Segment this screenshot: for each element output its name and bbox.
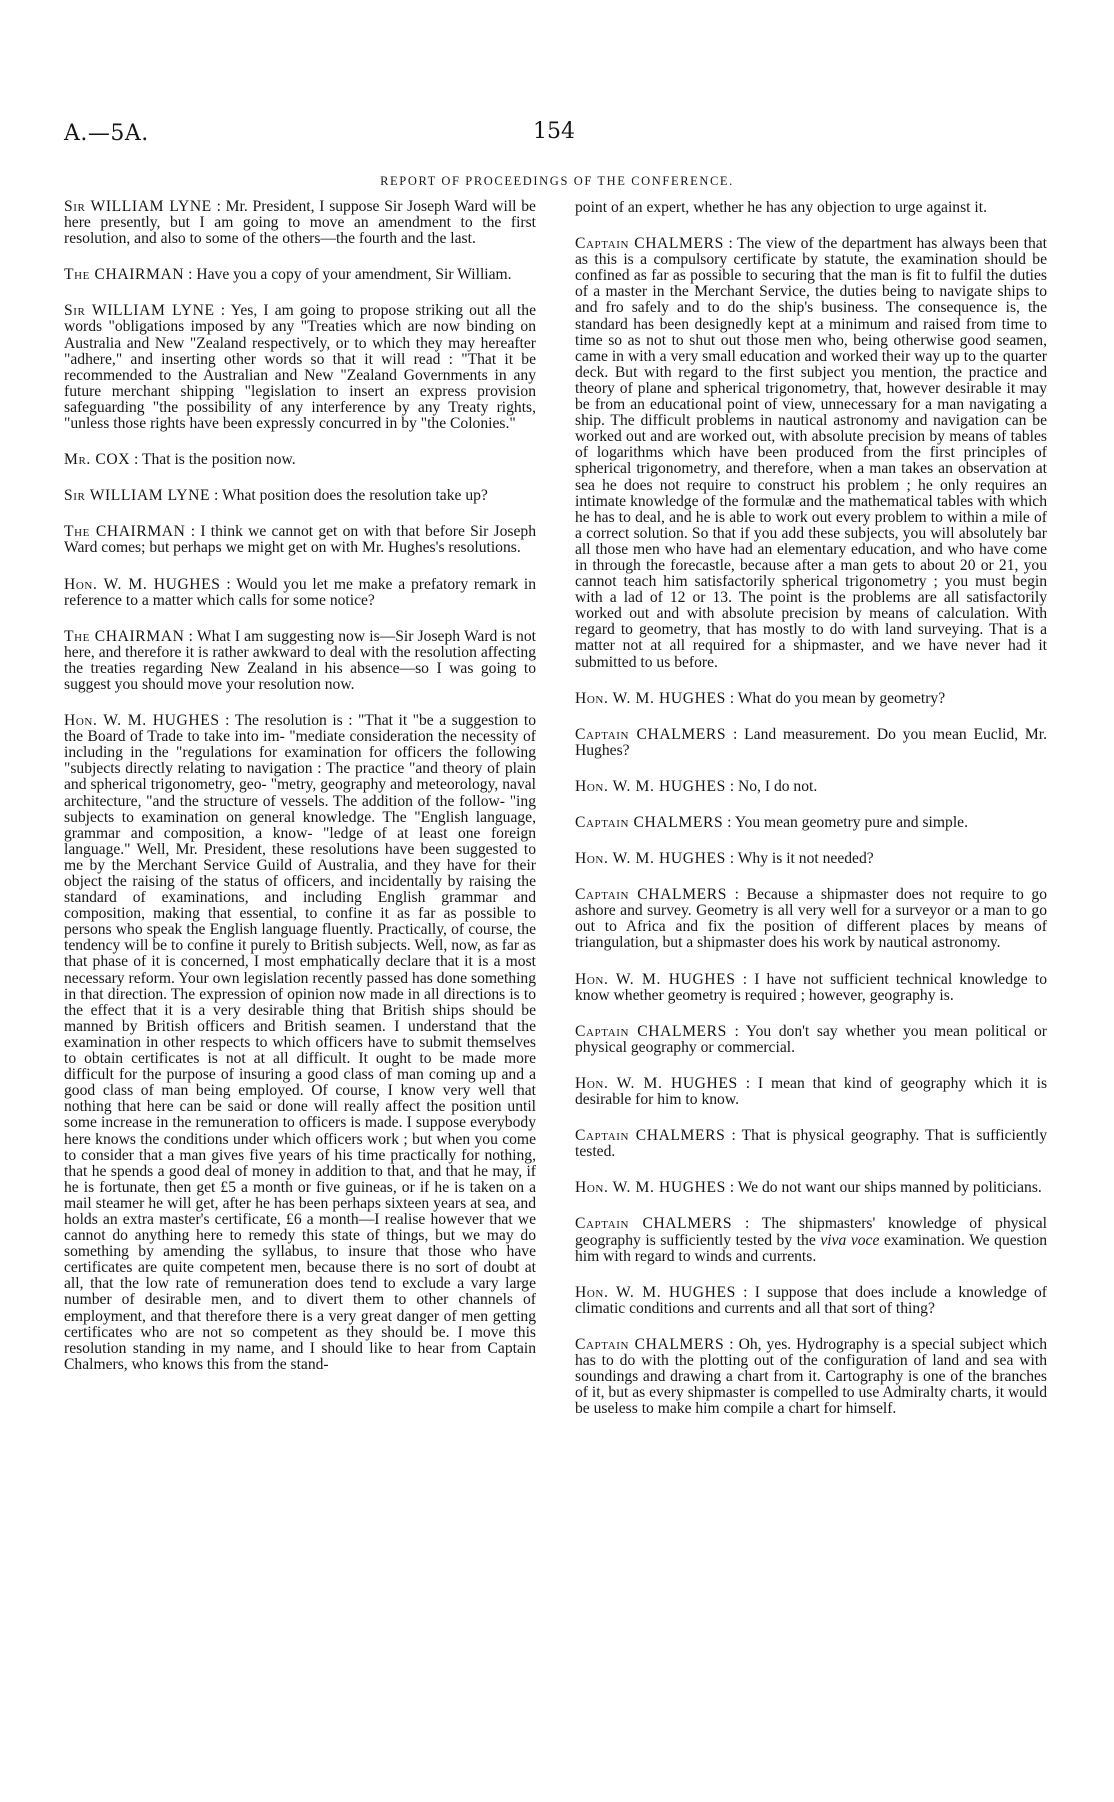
document-code: A.—5A. [64, 121, 149, 146]
speech-text: : The resolution is : "That it "be a suggestion to the Board of Trade to take into im- "mediate consideration the necessity of including in the "regulations for examination for officers the following "subjects directly relating to navigation : The practice "and theory of plain and spherical trigonometry, geo- "metry, geography and meteorology, naval architecture, "and the structure of vessels. The addition of the follow- "ing subjects to examination on general knowledge. The "English language, grammar and composition, a know- "ledge of at least one foreign language." Well, Mr. President, these resolutions have been suggested to me by the Merchant Service Guild of Australia, and they have for their object the raising of the status of officers, and incidentally by raising the standard of examinations, and including English grammar and composition, making that essential, to confine it as far as possible to persons who speak the English language fluently. Practically, of course, the tendency will be to confine it purely to British subjects. Well, now, as far as that phase of it is concerned, I most emphatically declare that it is a most necessary reform. Your own legislation recently passed has done something in that direction. The expression of opinion now made in all directions is to the effect that it is a very desirable thing that British ships should be manned by British officers and British seamen. I understand that the examination in other respects to which officers have to submit themselves to obtain certificates is not at all difficult. It ought to be made more difficult for the purpose of insuring a good class of man coming up and a good class of man being employed. Of course, I know very well that nothing that here can be said or done will really affect the position until some increase in the remuneration to officers is made. I suppose everybody here knows the conditions under which officers work ; but when you come to consider that a man gives five years of his time practically for nothing, that he spends a good deal of money in addition to that, and that he may, if he is fortunate, then get £5 a month or five guineas, or if he is taken on a mail steamer he will get, after he has been perhaps sixteen years at sea, and holds an extra master's certificate, £6 a month—I realise however that we cannot do anything here to remedy this state of things, but we may do something by amending the syllabus, to insure that those who have certificates are quite competent men, because there is no sort of doubt at all, that the low rate of remuneration does tend to exclude a vary large number of desirable men, and to divert them to other channels of employment, and that therefore there is a very great danger of men getting certificates who are not so competent as they should be. I move this resolution standing in my name, and I should like to hear from Captain Chalmers, who knows this from the stand- [64, 712, 536, 1373]
speaker-name: Sir WILLIAM LYNE [64, 198, 212, 215]
speaker-name: The CHAIRMAN [64, 266, 185, 284]
speech-text: : You don't say whether you mean political or physical geography or commercial. [575, 1022, 1047, 1056]
speech-paragraph [575, 200, 1047, 216]
speech-text: : The view of the department has always been that as this is a compulsory certificate by statute, the examination should be confined as far as possible to securing that the man is fit to fulfil the duties of a master in the Merchant Service, the duties being to navigate ships to and fro safely and to do the ship's business. The consequence is, the standard has been designedly kept at a minimum and raised from time to time so as not to shut out those men who, being otherwise good seamen, came in with a very small education and worked their way up to the quarter deck. But with regard to the first subject you mention, the practice and theory of plane and spherical trigonometry, that, however desirable it may be from an educational point of view, unnecessary for a man navigating a ship. The difficult problems in nautical astronomy and navigation can be worked out and are worked out, with absolute precision by means of tables of logarithms which have been produced from the first principles of spherical trigonometry, and therefore, when a man takes an observation at sea he does not require to construct his problem ; he only requires an intimate knowledge of the formulæ and the mathematical tables with which he has to deal, and he is able to work out every problem to within a mile of a correct solution. So that if you add these subjects, you will absolutely bar all those men who have had an elementary education, and who have come in through the forecastle, because after a man gets to about 20 or 21, you cannot teach him satisfactorily spherical trigonometry ; you must begin with a lad of 12 or 13. The point is the problems are all satisfactorily worked out and with absolute precision by means of calculation. With regard to geometry, that has mostly to do with land surveying. That is a matter not at all required for a shipmaster, and we have never had it submitted to us before. [575, 235, 1047, 671]
speech-text: : That is the position now. [134, 451, 296, 469]
speaker-name: Hon. W. M. HUGHES [575, 689, 726, 707]
speech-paragraph [575, 1128, 1047, 1160]
speech-paragraph [64, 629, 536, 693]
page-number: 154 [533, 119, 575, 144]
speaker-name: Captain CHALMERS [575, 1127, 726, 1145]
speech-paragraph [575, 972, 1047, 1004]
speech-paragraph [64, 452, 536, 468]
speaker-name: Captain CHALMERS [575, 235, 724, 253]
speech-paragraph [64, 713, 536, 1373]
speaker-name: Captain CHALMERS [575, 1215, 733, 1233]
speech-paragraph [64, 199, 536, 247]
speaker-name: The CHAIRMAN [64, 523, 186, 541]
speech-paragraph [575, 1285, 1047, 1317]
speaker-name: Captain CHALMERS [575, 725, 727, 743]
speech-text: : I think we cannot get on with that before Sir Joseph Ward comes; but perhaps we might get on with Mr. Hughes's resolutions. [64, 523, 536, 557]
speech-text: : Oh, yes. Hydrography is a special subject which has to do with the plotting out of the configuration of land and sea with soundings and drawing a chart from it. Cartography is one of the branches of it, but as every shipmaster is compelled to use Admiralty charts, it would be useless to make him compile a chart for himself. [575, 1335, 1047, 1418]
speaker-name: Hon. W. M. HUGHES [64, 712, 220, 730]
speech-text: : I mean that kind of geography which it is desirable for him to know. [575, 1074, 1048, 1109]
speech-text: : I have not sufficient technical knowledge to know whether geometry is required ; however, geography is. [575, 970, 1047, 1004]
speech-paragraph [64, 488, 536, 504]
speech-paragraph [575, 815, 1047, 831]
speech-text: : Yes, I am going to propose striking out all the words "obligations imposed by any "Treaties which are now binding on Australia and New "Zealand respectively, or to which they may hereafter "adhere," and inserting other words so that it will read : "That it be recommended to the Australian and New "Zealand Governments in any future merchant shipping "legislation to insert an express provision safeguarding "the possibility of any interference by any Treaty rights, "unless those rights have been expressly concurred in by "the Colonies." [64, 302, 536, 433]
speech-paragraph [64, 577, 536, 609]
speech-paragraph [64, 267, 536, 283]
speech-paragraph [575, 1337, 1047, 1417]
speaker-name: Captain CHALMERS [575, 1335, 725, 1353]
speech-text: : The shipmasters' knowledge of physical geography is sufficiently tested by the viva voce examination. We question him with regard to winds and currents. [575, 1215, 1047, 1265]
speaker-name: Hon. W. M. HUGHES [575, 850, 726, 868]
speech-text: : What do you mean by geometry? [729, 689, 946, 707]
speech-paragraph [575, 1076, 1047, 1108]
speaker-name: Sir WILLIAM LYNE [64, 302, 215, 320]
speech-paragraph [575, 1180, 1047, 1196]
speaker-name: Hon. W. M. HUGHES [575, 777, 726, 795]
speech-paragraph [575, 691, 1047, 707]
speech-text: : Because a shipmaster does not require to go ashore and survey. Geometry is all very well for a surveyor or a man to go out to Africa and fix the position of different places by means of triangulation, but a shipmaster does his work by nautical astronomy. [575, 886, 1047, 952]
speech-paragraph [575, 236, 1047, 671]
right-column [575, 200, 1047, 1437]
speaker-name: Hon. W. M. HUGHES [575, 970, 736, 988]
speech-paragraph [575, 1024, 1047, 1056]
speech-text: : Would you let me make a prefatory remark in reference to a matter which calls for some notice? [64, 575, 536, 609]
speech-text: : Have you a copy of your amendment, Sir William. [188, 266, 512, 284]
speaker-name: Hon. W. M. HUGHES [575, 1074, 738, 1092]
speaker-name: Hon. W. M. HUGHES [575, 1283, 736, 1301]
speaker-name: Hon. W. M. HUGHES [64, 575, 221, 593]
speech-paragraph [575, 1216, 1047, 1264]
speech-text: point of an expert, whether he has any objection to urge against it. [575, 199, 987, 216]
speech-paragraph [64, 524, 536, 556]
speech-text: : I suppose that does include a knowledge of climatic conditions and currents and all that sort of thing? [575, 1283, 1047, 1317]
speech-text: : You mean geometry pure and simple. [727, 814, 968, 831]
speaker-name: Captain CHALMERS [575, 814, 724, 831]
running-title: REPORT OF PROCEEDINGS OF THE CONFERENCE. [380, 174, 734, 188]
speech-text: : What I am suggesting now is—Sir Joseph Ward is not here, and therefore it is rather awkward to deal with the resolution affecting the treaties regarding New Zealand in his absence—so I was going to suggest you should move your resolution now. [64, 627, 536, 693]
speaker-name: Captain CHALMERS [575, 1022, 727, 1040]
speaker-name: Hon. W. M. HUGHES [575, 1179, 726, 1197]
speaker-name: Mr. COX [64, 451, 131, 469]
left-column [64, 199, 536, 1393]
speaker-name: The CHAIRMAN [64, 627, 185, 645]
speech-paragraph [64, 303, 536, 432]
speech-text: : What position does the resolution take up? [214, 487, 488, 505]
speech-text: : That is physical geography. That is sufficiently tested. [575, 1127, 1047, 1161]
speech-paragraph [575, 887, 1047, 951]
speech-text: : No, I do not. [729, 777, 818, 795]
speech-text: : Mr. President, I suppose Sir Joseph Ward will be here presently, but I am going to move an amendment to the first resolution, and also to some of the others—the fourth and the last. [64, 198, 536, 248]
speech-paragraph [575, 727, 1047, 759]
speech-text: : We do not want our ships manned by politicians. [729, 1179, 1042, 1197]
speech-paragraph [575, 851, 1047, 867]
speech-paragraph [575, 779, 1047, 795]
speech-text: : Land measurement. Do you mean Euclid, Mr. Hughes? [575, 725, 1048, 759]
speaker-name: Captain CHALMERS [575, 886, 728, 904]
speaker-name: Sir WILLIAM LYNE [64, 487, 211, 505]
speech-text: : Why is it not needed? [729, 850, 874, 868]
